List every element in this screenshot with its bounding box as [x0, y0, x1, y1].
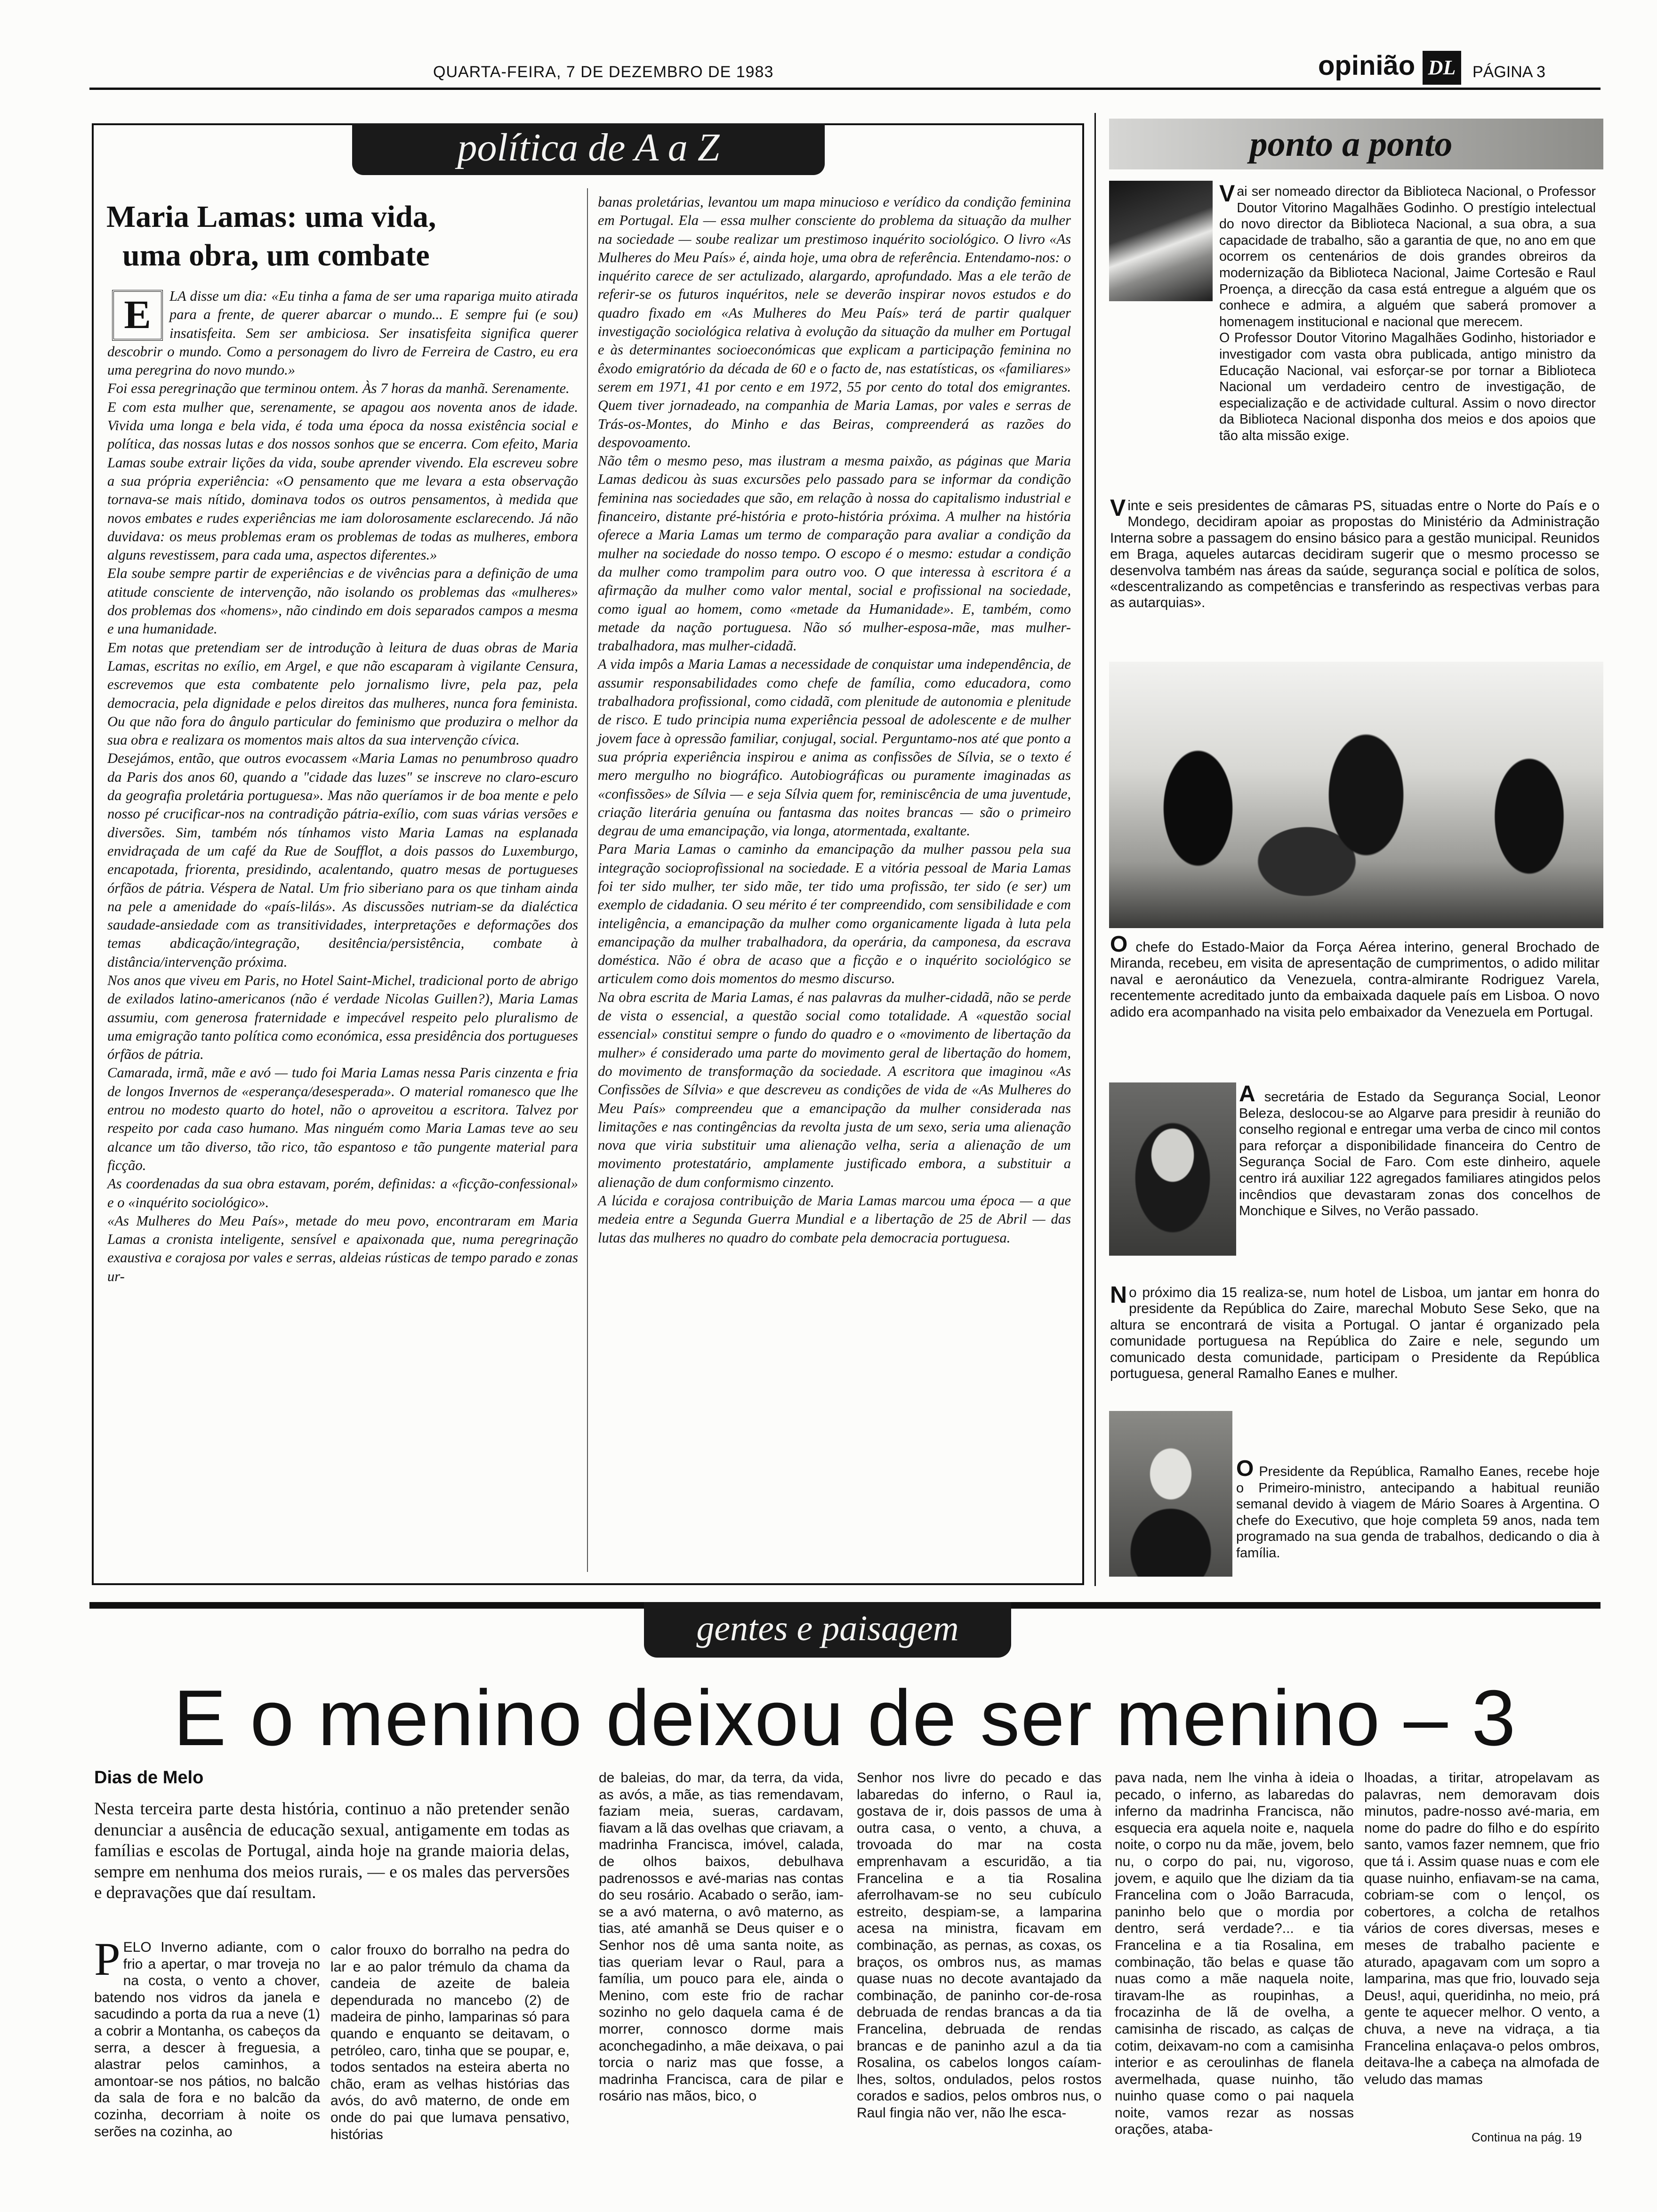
gentes-column-6: [1364, 1770, 1600, 2088]
ponto-item-3: [1110, 932, 1600, 1020]
ponto-item-5: [1110, 1282, 1600, 1382]
ponto-item-1: [1219, 180, 1596, 444]
ponto-divider: [1094, 113, 1096, 1586]
ponto-item-1-text: ai ser nomeado director da Biblioteca Nacional, o Professor Doutor Vitorino Magalhães Godinho. O prestígio intelectual do novo director da Biblioteca Nacional, a sua obra, a sua capacidade de trabalho, são a garantia de que, no ano em que ocorrem os centenários de dois grandes obreiros da modernização da Biblioteca Nacional, Jaime Cortesão e Raul Proença, a direcção da casa está entregue a alguém que os conhece e admira, a alguém que saberá promover a homenagem institucional e nacional que merecem. O Professor Doutor Vitorino Magalhães Godinho, historiador e investigador com vasta obra publicada, antigo ministro da Educação Nacional, vai esforçar-se por tornar a Biblioteca Nacional um verdadeiro centro de investigação, de especialização e de actividade cultural. Assim o novo director da Biblioteca Nacional disponha dos meios e dos apoios que tão alta missão exige.: [1219, 184, 1596, 443]
ponto-item-5-text: o próximo dia 15 realiza-se, num hotel de Lisboa, um jantar em honra do presidente da República do Zaire, marechal Mobuto Sese Seko, que na altura se encontrará de visita a Portugal. O jantar é organizado pela comunidade portuguesa na República do Zaire e nele, segundo um comunicado desta comunidade, participam o Presidente da República portuguesa, general Ramalho Eanes e mulher.: [1110, 1285, 1600, 1382]
politica-banner: [352, 123, 825, 175]
politica-banner-text: política de A a Z: [457, 126, 720, 169]
politica-column-1-body: Foi essa peregrinação que terminou ontem. Às 7 horas da manhã. Serenamente. E com esta mulher que, serenamente, se apagou aos noventa anos de idade. Vivida uma longa e bela vida, é toda uma época da nossa existência social e política, das nossas lutas e dos nossos sonhos que se encerra. Com efeito, Maria Lamas soube extrair lições da vida, soube aprender vivendo. Ela escreveu sobre a sua própria experiência: «O pensamento que me levara a esta observação tornava-se mais nítido, dominava todos os outros pensamentos, à medida que novos embates e rudes experiências me iam dolorosamente esclarecendo. Já não duvidava: os meus problemas eram os problemas de todas as mulheres, embora alguns revestissem, para cada uma, aspectos diferentes.» Ela soube sempre partir de experiências e de vivências para a definição de uma atitude consciente de intervenção, não isolando os problemas das «mulheres» dos problemas dos «homens», não cindindo em dois separados campos a mesma e una humanidade. Em notas que pretendiam ser de introdução à leitura de duas obras de Maria Lamas, escritas no exílio, em Argel, e que não escaparam à vigilante Censura, escrevemos que esta combatente pelo jornalismo livre, pela paz, pela democracia, pela dignidade e pelos direitos das mulheres, nunca fora feminista. Ou que não fora do ângulo particular do feminismo que produzira o melhor da sua obra e realizara os momentos mais altos da sua intervenção cívica. Desejámos, então, que outros evocassem «Maria Lamas no penumbroso quadro da Paris dos anos 60, quando a "cidade das luzes" se inscreve no claro-escuro da geografia proletária portuguesa». Mas não queríamos ir de boa mente e pelo nosso pé crucificar-nos na contradição pátria-exílio, com suas várias versões e diversões. Sim, também nós tínhamos visto Maria Lamas na esplanada envidraçada de um café da Rue de Soufflot, a dois passos do Luxemburgo, encapotada, friorenta, presidindo, acalentando, quatro mesas de portugueses órfãos de pátria. Véspera de Natal. Um frio siberiano para os que tinham ainda na pele a amenidade do «país-lilás». As discussões nutriam-se da dialéctica saudade-ansiedade com as transitividades, interpretações e deformações dos temas abdicação/integração, desitência/persistência, combate à distância/intervenção próxima. Nos anos que viveu em Paris, no Hotel Saint-Michel, tradicional porto de abrigo de exilados latino-americanos (não é verdade Nicolas Guillen?), Maria Lamas assumiu, com generosa fraternidade e impecável respeito pelo pluralismo de uma emigração tanto política como económica, essa presidência dos portugueses órfãos de pátria. Camarada, irmã, mãe e avó — tudo foi Maria Lamas nessa Paris cinzenta e fria de longos Invernos de «esperança/desesperada». O material romanesco que lhe entrou no modesto quarto do hotel, não o aproveitou a escritora. Talvez por respeito por cada caso humano. Mas ninguém como Maria Lamas teve ao seu alcance um tão diverso, tão rico, tão espantoso e tão pungente material para ficção. As coordenadas da sua obra estavam, porém, definidas: a «ficção-confessional» e o «inquérito sociológico». «As Mulheres do Meu País», metade do meu povo, encontraram em Maria Lamas a cronista inteligente, sensível e apaixonada que, numa peregrinação exaustiva e corajosa por vales e serras, aldeias rústicas de tempo parado e zonas ur-: [107, 380, 578, 1284]
gentes-dropcap: P: [94, 1933, 121, 1985]
gentes-headline: E o menino deixou de ser menino – 3: [173, 1674, 1517, 1762]
gentes-banner: [644, 1602, 1011, 1658]
gentes-column-2: [330, 1942, 570, 2143]
ponto-item-4-cap: A: [1239, 1082, 1255, 1106]
ponto-item-6: [1236, 1456, 1600, 1562]
gentes-intro: Nesta terceira parte desta história, continuo a não pretender senão denunciar a ausência de educação sexual, antigamente em todas as famílias e escolas de Portugal, ainda hoje na grande maioria delas, sempre em nenhuma dos meios rurais, — e os males das perversões e depravações que daí resultam.: [94, 1799, 570, 1903]
ponto-item-6-cap: O: [1236, 1456, 1254, 1481]
ponto-item-2-text: inte e seis presidentes de câmaras PS, situadas entre o Norte do País e o Mondego, decidiram apoiar as propostas do Ministério da Administração Interna sobre a passagem do ensino básico para a gestão municipal. Reunidos em Braga, aqueles autarcas decidiram sugerir que o mesmo processo se desenvolva também nas áreas da saúde, segurança social e política de solos, «descentralizando as competências e transferindo as respectivas verbas para as autarquias».: [1110, 498, 1600, 611]
title-line-2: uma obra, um combate: [122, 238, 430, 272]
politica-dropcap: E: [112, 290, 163, 341]
gentes-column-2-text: calor frouxo do borralho na pedra do lar e ao palor trémulo da chama da candeia de azeite de baleia dependurada no mancebo (2) de madeira de pinho, lamparinas só para quando e enquanto se deitavam, o petróleo, caro, tinha que se poupar, e, todos sentados na esteira aberta no chão, eram as velhas histórias das avós, do avô materno, de onde em onde do pai que lumava pensativo, histórias: [330, 1942, 570, 2142]
section-title: opinião: [1318, 50, 1416, 81]
page-date: QUARTA-FEIRA, 7 DE DEZEMBRO DE 1983: [433, 63, 774, 81]
politica-intro: LA disse um dia: «Eu tinha a fama de ser uma rapariga muito atirada para a frente, de querer abarcar o mundo... E sempre fui (e sou) insatisfeita. Sem ser ambiciosa. Ser insatisfeita significa querer descobrir o mundo. Como a personagem do livro de Ferreira de Castro, eu era uma peregrina do novo mundo.»: [107, 288, 578, 378]
meeting-photo: [1109, 662, 1603, 928]
ponto-item-3-text: chefe do Estado-Maior da Força Aérea interino, general Brochado de Miranda, recebeu, em visita de apresentação de cumprimentos, o adido militar naval e aeronáutico da Venezuela, contra-almirante Rodriguez Varela, recentemente acreditado junto da embaixada daquele país em Lisboa. O novo adido era acompanhado na visita pelo embaixador da Venezuela em Portugal.: [1110, 939, 1600, 1020]
gentes-column-5-text: pava nada, nem lhe vinha à ideia o pecado, o inferno, as labaredas do inferno da madrinha Francisca, não esquecia era aquela noite e, naquela noite, o corpo nu da mãe, jovem, belo nu, o corpo do pai, nu, vigoroso, jovem, e aquilo que lhe diziam da tia Francelina com o João Barracuda, paninho belo que o mordia por dentro, será verdade?... e tia Francelina e a tia Rosalina, em combinação, tão belas e quase tão nuas como a mãe naquela noite, tiravam-lhe as roupinhas, a frocazinha de lã de ovelha, a camisinha de riscado, as calças de cotim, deixavam-no com a camisinha interior e as ceroulinhas de flanela avermelhada, quase nuinho, tão nuinho quase como o pai naquela noite, vamos rezar as nossas orações, ataba-: [1115, 1770, 1354, 2138]
ponto-item-4: [1239, 1082, 1601, 1219]
gentes-column-5: [1115, 1770, 1354, 2138]
gentes-banner-text: gentes e paisagem: [696, 1609, 959, 1648]
gentes-column-4-text: Senhor nos livre do pecado e das labaredas do inferno, o Raul ia, gostava de ir, dois passos de uma à outra casa, o vento, a chuva, a trovoada do mar na costa emprenhavam a escuridão, a tia Francelina e a tia Rosalina aferrolhavam-se no seu cubículo estreito, despiam-se, a lamparina acesa na ministra, ficavam em combinação, as pernas, as coxas, os braços, os ombros nus, as mamas quase nuas no decote avantajado da combinação, de paninho cor-de-rosa debruada de rendas brancas a da tia Francelina, debruada de rendas brancas e de paninho azul a da tia Rosalina, os cabelos longos caíam-lhes, soltos, ondulados, pelos rostos corados e sadios, pelos ombros nus, o Raul fingia não ver, não lhe esca-: [857, 1770, 1102, 2121]
politica-column-2: [598, 193, 1071, 1572]
politica-column-2-body: banas proletárias, levantou um mapa minucioso e verídico da condição feminina em Portugal. Ela — essa mulher consciente do problema da situação da mulher na sociedade — soube realizar um prestimoso inquérito sociológico. O livro «As Mulheres do Meu País» é, ainda hoje, uma obra de referência. Entendamo-nos: o inquérito carece de ser actulizado, alargardo, aprofundado. Mas a ele terão de referir-se os futuros inquéritos, nele se deverão inspirar novos estudos e do quadro fixado em «As Mulheres do Meu País» terá de partir qualquer investigação sociológica relativa à evolução da situação da mulher em Portugal e às determinantes socioeconómicas que explicam a participação feminina no êxodo emigratório da década de 60 e o facto de, nas estatísticas, os «familiares» serem em 1971, 41 por cento e em 1972, 55 por cento do total dos emigrantes. Quem tiver jornadeado, na companhia de Maria Lamas, por vales e serras de Trás-os-Montes, do Minho e das Beiras, compreenderá as razões do despovoamento. Não têm o mesmo peso, mas ilustram a mesma paixão, as páginas que Maria Lamas dedicou às suas excursões pelo passado para se informar da condição feminina nas sociedades que são, em relação à nossa do capitalismo industrial e financeiro, distante pré-história e proto-história próxima. A mulher na história oferece a Maria Lamas um termo de comparação para avaliar a condição da mulher na sociedade do nosso tempo. O escopo é o mesmo: estudar a condição da mulher como trampolim para outro voo. O que interessa à escritora é a afirmação da mulher como valor mental, social e profissional na sociedade, como igual ao homem, como «metade da Humanidade». E, também, como metade da nação portuguesa. Não só mulher-esposa-mãe, mas mulher-trabalhadora, mas mulher-cidadã. A vida impôs a Maria Lamas a necessidade de conquistar uma independência, de assumir responsabilidades como chefe de família, como educadora, como trabalhadora profissional, como cidadã, com plenitude de autonomia e plenitude de risco. E tudo principia numa experiência pessoal de adolescente e de mulher jovem face à opressão familiar, conjugal, social. Perguntamo-nos até que ponto a sua própria experiência inspirou e anima as confissões de Sílvia, se o texto é mero mergulho no biográfico. Autobiográficas ou puramente imaginadas as «confissões» de Sílvia — e seja Sílvia quem for, reminiscência de uma juventude, criação literária genuína ou fantasma das noites brancas — são o primeiro degrau de uma emancipação, via longa, atormentada, exaltante. Para Maria Lamas o caminho da emancipação da mulher passou pela sua integração socioprofissional na sociedade. E a vitória pessoal de Maria Lamas foi ter sido mulher, ter sido mãe, ter tido uma profissão, ter sido (e ser) um exemplo de cidadania. O seu mérito é ter compreendido, com sensibilidade e com inteligência, a emancipação da mulher como organicamente ligada à luta pela emancipação da mulher trabalhadora, da operária, da camponesa, da escrava doméstica. Não é obra de acaso que a ficção e o inquérito sociológico se articulem como dois momentos do mesmo discurso. Na obra escrita de Maria Lamas, é nas palavras da mulher-cidadã, não se perde de vista o essencial, a questão social como totalidade. A «questão social essencial» constitui sempre o fundo do quadro e o «movimento de libertação da mulher» é considerado uma parte do movimento geral de libertação do homem, do movimento de transformação da sociedade. A escritora que imaginou «As Confissões de Sílvia» e que descreveu as condições de vida de «As Mulheres do Meu País» compreendeu que a emancipação da mulher considerada nas limitações e nas contingências da revolta justa de um sexo, seria uma alienação nova que viria substituir uma alienação velha, seria a alienação de um movimento protestatário, amplamente justificado embora, a substituir a alienação de dum conformismo cinzento. A lúcida e corajosa contribuição de Maria Lamas marcou uma época — a que medeia entre a Segunda Guerra Mundial e a libertação de 25 de Abril — das lutas das mulheres no quadro do combate pela democracia portuguesa.: [598, 194, 1071, 1246]
logo-text: DL: [1428, 56, 1456, 79]
page-number: PÁGINA 3: [1472, 63, 1545, 81]
gentes-column-4: [857, 1770, 1102, 2121]
ponto-item-2-cap: V: [1110, 495, 1126, 521]
ponto-item-2: [1110, 495, 1600, 611]
ponto-item-6-text: Presidente da República, Ramalho Eanes, recebe hoje o Primeiro-ministro, antecipando a habitual reunião semanal devido à viagem de Mário Soares à Argentina. O chefe do Executivo, que hoje completa 59 anos, nada tem programado na sua genda de trabalhos, dedicando o dia à família.: [1236, 1464, 1600, 1561]
portrait-photo-eanes: [1109, 1411, 1232, 1577]
gentes-author: Dias de Melo: [94, 1768, 204, 1787]
ponto-banner-text: ponto a ponto: [1249, 124, 1453, 164]
ponto-item-4-text: secretária de Estado da Segurança Social, Leonor Beleza, deslocou-se ao Algarve para presidir à reunião do conselho regional e entregar uma verba de cinco mil contos para reforçar a disponibilidade financeira do Centro de Segurança Social de Faro. Com este dinheiro, aquele centro irá auxiliar 122 agregados familiares atingidos pelos incêndios que devastaram zonas dos concelhos de Monchique e Silves, no Verão passado.: [1239, 1090, 1601, 1219]
gentes-column-3: [599, 1770, 844, 2105]
gentes-column-1-text: ELO Inverno adiante, com o frio a apertar, o mar troveja no na costa, o vento a chover, batendo nos vidros da janela e sacudindo a porta da rua a neve (1) a cobrir a Montanha, os cabeços da serra, a descer à freguesia, a alastrar pelos caminhos, a amontoar-se nos pátios, no balcão da sala de fora e no balcão da cozinha, decorriam à noite os serões na cozinha, ao: [94, 1940, 320, 2140]
ponto-item-3-cap: O: [1110, 932, 1128, 957]
ponto-banner: [1205, 123, 1497, 166]
gentes-column-1: [94, 1933, 320, 2140]
continued-note: Continua na pág. 19: [1472, 2130, 1582, 2144]
politica-column-1: [107, 287, 578, 1572]
ponto-item-1-cap: V: [1219, 180, 1235, 207]
politica-column-divider: [587, 188, 588, 1572]
ponto-item-5-cap: N: [1110, 1282, 1127, 1308]
gentes-column-3-text: de baleias, do mar, da terra, da vida, as avós, a mãe, as tias remendavam, faziam meia, sueras, cardavam, fiavam a lã das ovelhas que criavam, a madrinha Francisca, imóvel, calada, de olhos baixos, debulhava padrenossos e avé-marias nas contas do seu rosário. Acabado o serão, iam-se a avó materna, o avô materno, as tias, até amanhã se Deus quiser e o Senhor nos dê uma santa noite, as tias queriam levar o Raul, para a família, um pouco para ele, ainda o Menino, com este frio de rachar sozinho no gelo daquela cama é de morrer, connosco dorme mais aconchegadinho, a mãe deixava, o pai torcia o nariz mas que fosse, a madrinha Francisca, cara de pilar e rosário nas mãos, bico, o: [599, 1770, 844, 2104]
header-rule: [89, 88, 1601, 90]
gentes-column-6-text: lhoadas, a tiritar, atropelavam as palavras, nem demoravam dois minutos, padre-nosso avé-maria, em nome do padre do filho e do espírito santo, vamos fazer nemnem, que frio que tá i. Assim quase nuas e com ele quase nuinho, enfiavam-se na cama, cobriam-se com o lençol, os cobertores, a colcha de retalhos vários de cores diversas, meses e meses de trabalho paciente e aturado, apagavam com um sopro a lamparina, mas que frio, louvado seja Deus!, aqui, queridinha, no meio, prá gente te aquecer melhor. O vento, a chuva, a neve na vidraça, a tia Francelina enlaçava-o pelos ombros, deitava-lhe a cabeça na almofada de veludo das mamas: [1364, 1770, 1600, 2087]
portrait-photo-beleza: [1109, 1082, 1236, 1256]
title-line-1: Maria Lamas: uma vida,: [106, 200, 436, 234]
newspaper-logo: [1423, 51, 1461, 85]
politica-title: [106, 198, 577, 275]
portrait-photo-godinho: [1109, 181, 1213, 301]
